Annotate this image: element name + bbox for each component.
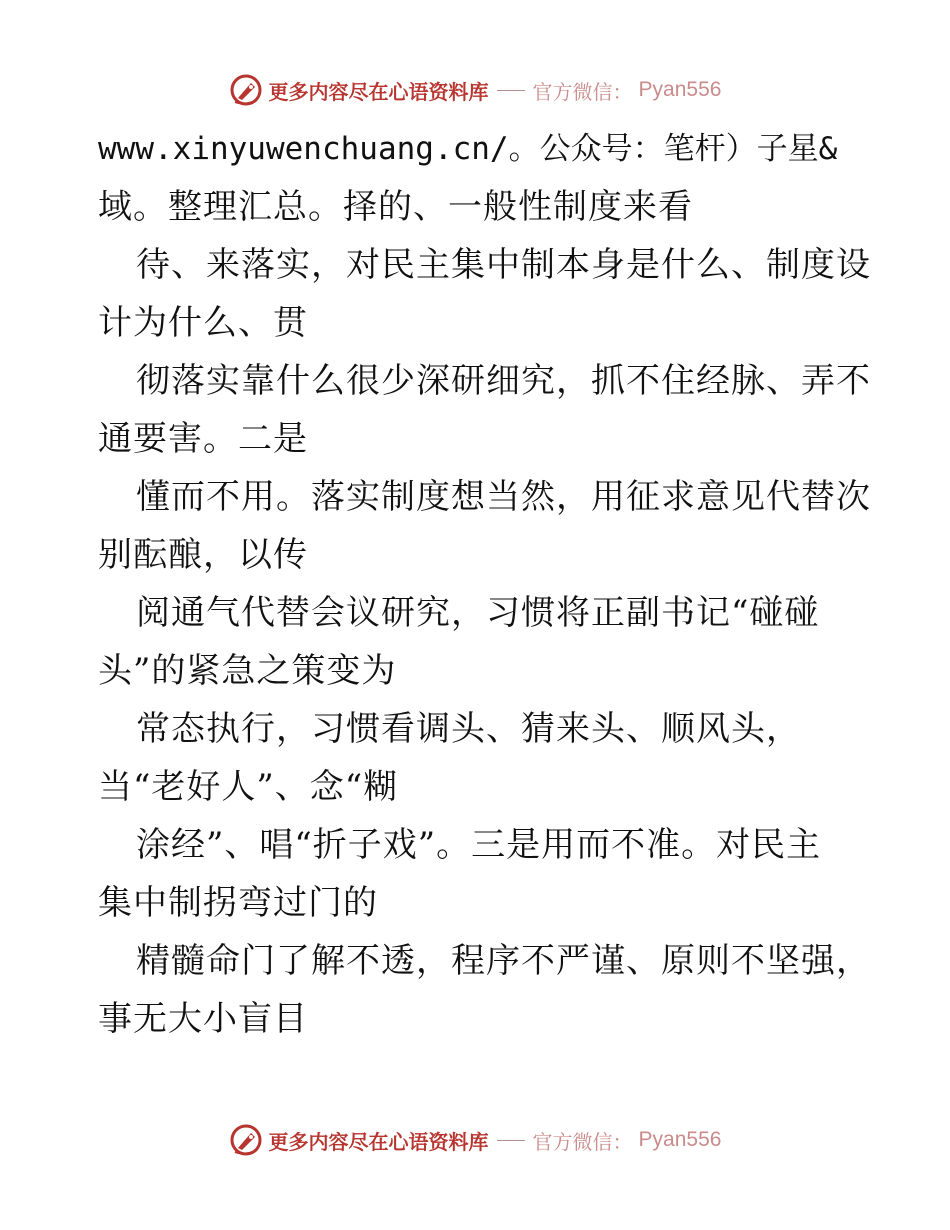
text-line: 通要害。二是 (98, 419, 308, 459)
text-line: 常态执行，习惯看调头、猜来头、顺风头， (136, 709, 801, 749)
text-line: 别酝酿，以传 (98, 535, 308, 575)
text-line: 涂经”、唱“折子戏”。三是用而不准。对民主 (136, 825, 822, 865)
document-body (98, 120, 871, 1048)
banner-wechat-id: Pyan556 (638, 1128, 722, 1151)
banner-divider (497, 90, 525, 91)
banner-wechat-label: 官方微信： (532, 1129, 633, 1154)
text-line: 精髓命门了解不透，程序不严谨、原则不坚强， (136, 941, 871, 981)
text-line: 待、来落实，对民主集中制本身是什么、制度设 (136, 245, 871, 285)
header-banner (0, 70, 950, 110)
text-line: 头”的紧急之策变为 (98, 651, 397, 691)
banner-wechat-label: 官方微信： (532, 79, 633, 104)
text-line: www.xinyuwenchuang.cn/。公众号：笔杆）子星& (98, 131, 838, 167)
banner-slogan: 更多内容尽在心语资料库 (268, 1129, 489, 1154)
pen-nib-logo-icon (229, 73, 263, 107)
text-line: 集中制拐弯过门的 (98, 883, 378, 923)
text-line: 事无大小盲目 (98, 999, 308, 1039)
banner-slogan: 更多内容尽在心语资料库 (268, 79, 489, 104)
banner-wechat-id: Pyan556 (638, 78, 722, 101)
text-line: 彻落实靠什么很少深研细究，抓不住经脉、弄不 (136, 361, 871, 401)
text-line: 懂而不用。落实制度想当然，用征求意见代替次 (136, 477, 871, 517)
text-line: 计为什么、贯 (98, 303, 308, 343)
text-line: 域。整理汇总。择的、一般性制度来看 (98, 187, 693, 227)
text-line: 当“老好人”、念“糊 (98, 767, 399, 807)
pen-nib-logo-icon (229, 1123, 263, 1157)
footer-banner (0, 1120, 950, 1160)
banner-divider (497, 1140, 525, 1141)
text-line: 阅通气代替会议研究，习惯将正副书记“碰碰 (136, 593, 820, 633)
